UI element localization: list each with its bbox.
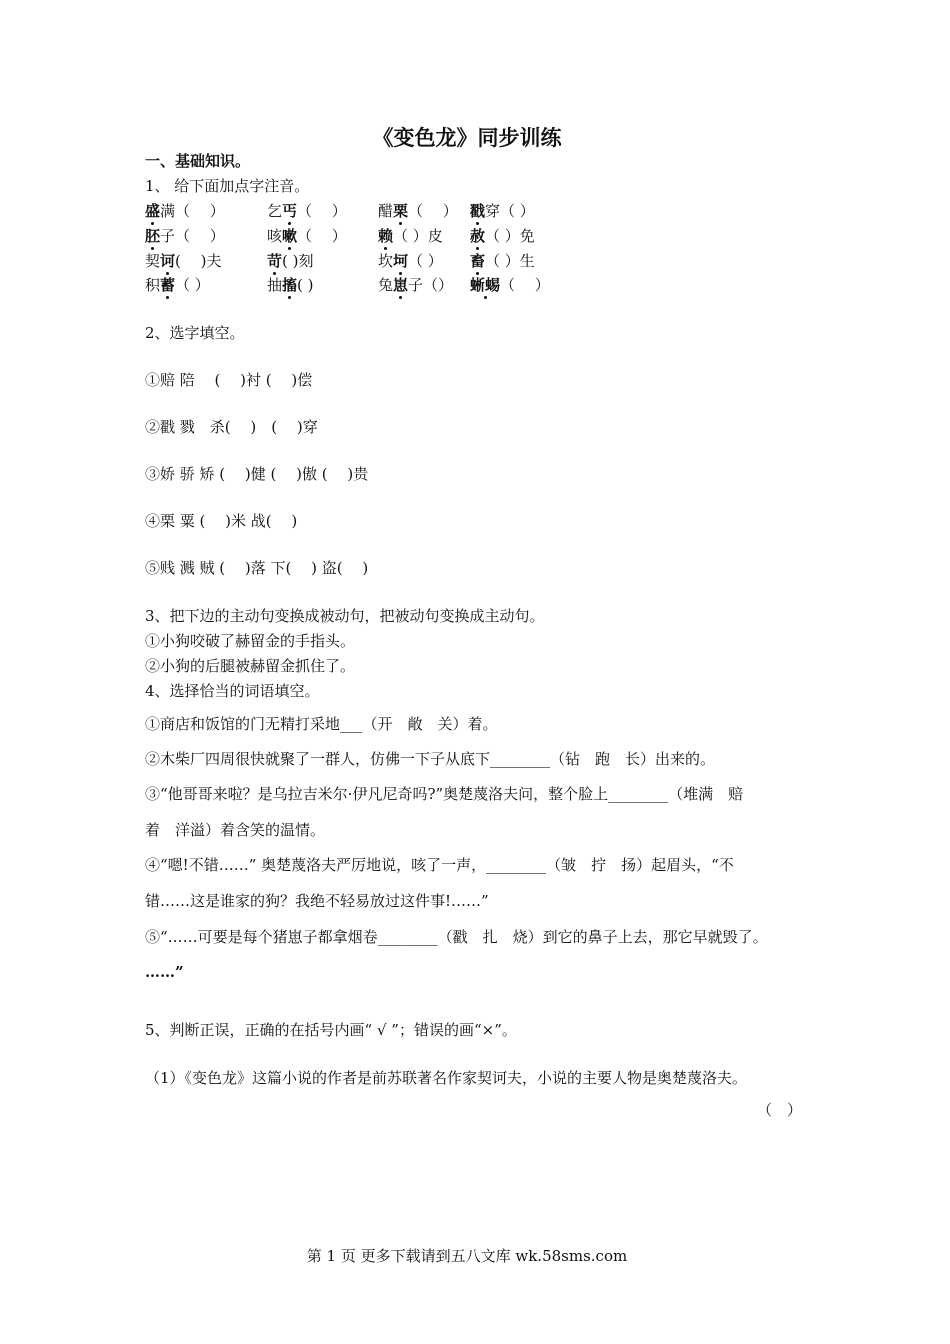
pinyin-item: [378, 275, 453, 295]
q2-item: ②戳 戮 杀( ) ( )穿: [145, 418, 318, 436]
dotted-character: 赖: [378, 227, 394, 245]
q4-item: ⑤“……可要是每个猪崽子都拿烟卷________（戳 扎 烧）到它的鼻子上去，那它早就毁了。: [145, 928, 768, 946]
pinyin-blank: （ ）: [500, 276, 550, 294]
pinyin-blank: ( )夫: [175, 252, 222, 270]
q4-item: ①商店和饭馆的门无精打采地___（开 敞 关）着。: [145, 715, 498, 733]
pinyin-item: [267, 251, 314, 271]
q2-heading: 2、选字填空。: [145, 324, 245, 342]
pinyin-item: [470, 226, 535, 246]
dotted-character: 戳: [470, 202, 486, 220]
q4-item: ④“嗯!不错……” 奥楚蔑洛夫严厉地说，咳了一声，________（皱 拧 扬）起眉头，“不: [145, 856, 734, 874]
q5-answer-paren: （ ）: [757, 1101, 803, 1119]
pinyin-blank: （ ）免: [485, 227, 535, 245]
q4-heading: 4、选择恰当的词语填空。: [145, 682, 320, 700]
section-heading-basic: 一、基础知识。: [145, 152, 251, 170]
q2-item: ①赔 陪 ( )衬 ( )偿: [145, 371, 313, 389]
q2-item: ④栗 粟 ( )米 战( ): [145, 512, 298, 530]
dotted-character: 丐: [282, 202, 298, 220]
pinyin-item: [267, 275, 314, 295]
pinyin-prefix: 醋: [378, 202, 394, 220]
q4-item: ③“他哥哥来啦？是乌拉吉米尔·伊凡尼奇吗?”奥楚蔑洛夫问，整个脸上________（堆满 赔: [145, 785, 744, 803]
pinyin-prefix: 契: [145, 252, 161, 270]
dotted-character: 畜: [470, 252, 486, 270]
pinyin-item: [145, 226, 225, 246]
pinyin-item: [470, 251, 535, 271]
pinyin-item: [145, 251, 222, 271]
pinyin-item: [267, 201, 347, 221]
q3-item: ①小狗咬破了赫留金的手指头。: [145, 632, 356, 650]
dotted-character: 苛: [267, 252, 283, 270]
pinyin-item: [378, 251, 443, 271]
page-footer: 第 1 页 更多下载请到五八文库 wk.58sms.com: [306, 1247, 628, 1265]
dotted-character: 坷: [393, 252, 409, 270]
pinyin-blank: 子（ ）: [160, 227, 225, 245]
pinyin-blank: （ ）: [408, 202, 458, 220]
q2-item: ③娇 骄 矫 ( )健 ( )傲 ( )贵: [145, 465, 369, 483]
pinyin-blank: （ ）: [408, 252, 443, 270]
pinyin-blank: （ ）: [297, 202, 347, 220]
pinyin-item: [470, 275, 550, 295]
pinyin-blank: ( )刻: [282, 252, 314, 270]
pinyin-blank: 满（ ）: [160, 202, 225, 220]
pinyin-blank: ( ): [297, 276, 314, 294]
pinyin-prefix: 咳: [267, 227, 283, 245]
dotted-character: 嗽: [282, 227, 298, 245]
q4-item: 着 洋溢）着含笑的温情。: [145, 821, 326, 839]
dotted-character: 崽: [393, 276, 409, 294]
q5-heading: 5、判断正误，正确的在括号内画“ √ ”；错误的画“×”。: [145, 1021, 517, 1039]
pinyin-prefix: 积: [145, 276, 161, 294]
dotted-character: 搐: [282, 276, 298, 294]
pinyin-blank: 穿（ ）: [485, 202, 535, 220]
pinyin-prefix: 兔: [378, 276, 394, 294]
pinyin-blank: 子（）: [408, 276, 454, 294]
dotted-character: 诃: [160, 252, 176, 270]
q3-item: ②小狗的后腿被赫留金抓住了。: [145, 657, 356, 675]
pinyin-item: [470, 201, 535, 221]
dotted-character: 盛: [145, 202, 161, 220]
q3-heading: 3、把下边的主动句变换成被动句，把被动句变换成主动句。: [145, 607, 545, 625]
q2-item: ⑤贱 溅 贼 ( )落 下( ) 盗( ): [145, 559, 369, 577]
q5-item: （1）《变色龙》这篇小说的作者是前苏联著名作家契诃夫，小说的主要人物是奥楚蔑洛夫。: [145, 1069, 748, 1087]
dotted-character: 赦: [470, 227, 486, 245]
q4-item: 错……这是谁家的狗？我绝不轻易放过这件事!……”: [145, 892, 489, 910]
pinyin-blank: （ ）: [297, 227, 347, 245]
q4-item: ……”: [145, 963, 184, 981]
pinyin-item: [378, 201, 458, 221]
pinyin-item: [145, 201, 225, 221]
dotted-character: 胚: [145, 227, 161, 245]
q4-item: ②木柴厂四周很快就聚了一群人，仿佛一下子从底下________（钻 跑 长）出来的。: [145, 750, 716, 768]
pinyin-prefix: 乞: [267, 202, 283, 220]
page-title: 《变色龙》同步训练: [372, 125, 562, 150]
pinyin-blank: （ ）生: [485, 252, 535, 270]
pinyin-prefix: 抽: [267, 276, 283, 294]
dotted-character: 蓄: [160, 276, 176, 294]
pinyin-prefix: 坎: [378, 252, 394, 270]
pinyin-item: [267, 226, 347, 246]
pinyin-blank: （ ）皮: [393, 227, 443, 245]
dotted-character: 栗: [393, 202, 409, 220]
pinyin-blank: （ ）: [175, 276, 210, 294]
q1-heading: 1、 给下面加点字注音。: [145, 177, 310, 195]
dotted-character: 蜥蜴: [470, 276, 501, 294]
pinyin-item: [378, 226, 443, 246]
pinyin-item: [145, 275, 210, 295]
